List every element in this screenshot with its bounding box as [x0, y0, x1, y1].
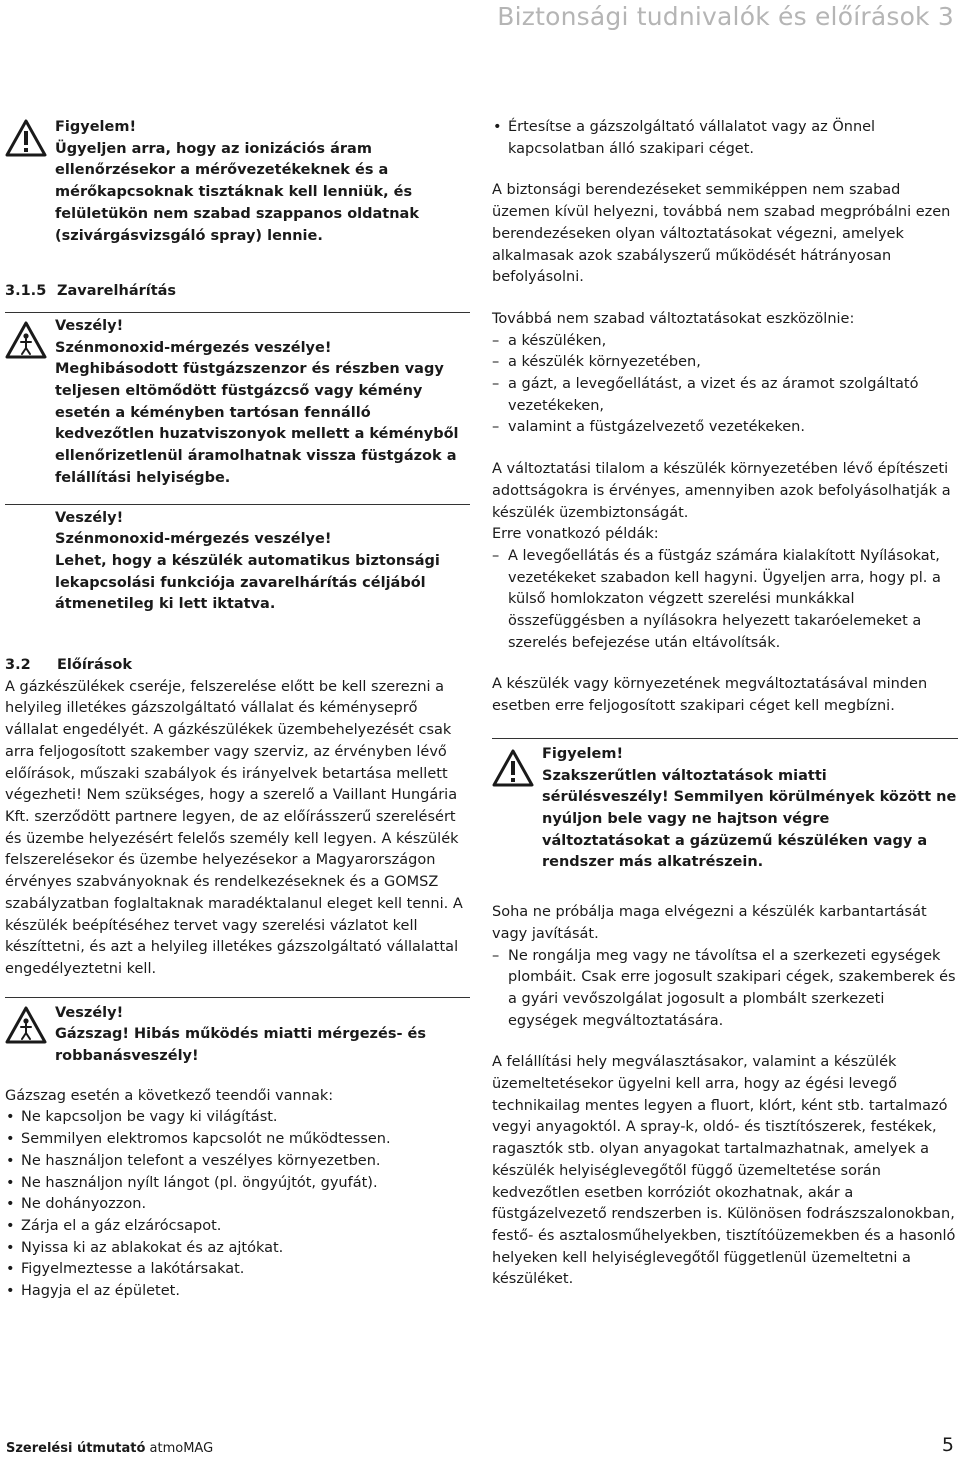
list-item: • Hagyja el az épületet. [5, 1281, 470, 1303]
page-number: 5 [941, 1434, 954, 1456]
danger-text: Meghibásodott füstgázszenzor és részben vagy teljesen eltömődött füstgázcső vagy kémény esetén a kéményben tartósan fennálló kedvezőtlen huzatviszonyok mellett a kéményből ellenőrizetlenül áramolhatnak vissza füstgázok a felállítási helyiségbe. [55, 361, 459, 486]
list-item: • Ne használjon nyílt lángot (pl. öngyújtót, gyufát). [5, 1173, 470, 1195]
footer-document-label [6, 1441, 213, 1456]
section-number: 3.1.5 [5, 283, 47, 300]
list-item: • Figyelmeztesse a lakótársakat. [5, 1259, 470, 1281]
list-item: • Ne dohányozzon. [5, 1194, 470, 1216]
examples-intro: Erre vonatkozó példák: [492, 526, 659, 543]
section-number: 3.2 [5, 657, 31, 674]
caution-note-modification [492, 738, 958, 874]
changes-list [492, 331, 958, 440]
caution-title: Figyelem! [542, 745, 624, 762]
section-heading-32 [5, 655, 470, 677]
list-item: – a készüléken, [492, 331, 958, 353]
list-item: – valamint a füstgázelvezető vezetékeken. [492, 417, 958, 439]
danger-note-gas [5, 997, 470, 1068]
examples-list [492, 546, 958, 655]
installation-site-paragraph: A felállítási hely megválasztásakor, valamint a készülék üzemeltetésekor ügyelni kell arra, hogy az égési levegő technikailag mentes legyen a fluort, klórt, ként stb. tartalmazó vegyi anyagoktól. A spray-k, oldó- és tisztítószerek, festékek, ragasztók stb. olyan anyagokat tartalmazhatnak, amelyek a készülék helyiséglevegőtől függő üzemeltetése során kedvezőtlen esetben korróziót okozhatnak, akár a füstgázelvezető rendszerben is. Különösen fodrászszalonokban, festő- és asztalosműhelyekben, tisztítóüzemekben és a hasonló helyeken kell helyiséglevegőtől függetlenül üzemeltetni a készüléket. [492, 1054, 956, 1288]
danger-text: Gázszag! Hibás működés miatti mérgezés- és robbanásveszély! [55, 1026, 426, 1065]
right-column [492, 117, 958, 1291]
danger-subtitle: Szénmonoxid-mérgezés veszélye! [55, 531, 332, 548]
danger-person-icon [5, 321, 47, 359]
caution-title: Figyelem! [55, 119, 137, 135]
caution-text: Ügyeljen arra, hogy az ionizációs áram ellenőrzésekor a mérővezetékeknek és a mérőkapcsoknak tisztáknak kell lenniük, és felületükön nem szabad szappanos oldatnak (szivárgásvizsgáló spray) lennie. [55, 140, 419, 244]
danger-person-icon [5, 1006, 47, 1044]
modification-paragraph: A készülék vagy környezetének megváltoztatásával minden esetben erre feljogosított szakipari céget kell megbízni. [492, 676, 928, 715]
danger-title: Veszély! [55, 317, 124, 334]
caution-text: Szakszerűtlen változtatások miatti sérülésveszély! Semmilyen körülmények között ne nyúljon bele vagy ne hajtson végre változtatásokat a gázüzemű készüléken vagy a rendszer más alkatrészein. [542, 767, 957, 871]
section-heading-315 [5, 281, 470, 303]
footer-label: Szerelési útmutató [6, 1441, 146, 1456]
list-item: • Értesítse a gázszolgáltató vállalatot vagy az Önnel kapcsolatban álló szakipari céget. [492, 117, 958, 160]
list-item: • Ne kapcsoljon be vagy ki világítást. [5, 1107, 470, 1129]
list-item: – Ne rongálja meg vagy ne távolítsa el a szerkezeti egységek plombáit. Csak erre jogosult szakipari cégek, szakemberek és a gyári vevőszolgálat jogosult a plombált szerkezeti egységek megváltoztatására. [492, 946, 958, 1033]
regulations-paragraph: A gázkészülékek cseréje, felszerelése előtt be kell szerezni a helyileg illetékes gázszolgáltató vállalat és kéményseprő vállalat engedélyét. A gázkészülékek üzembehelyezését csak arra feljogosított szakember vagy szerviz, az érvényben lévő előírások, műszaki szabályok és irányelvek betartása mellett végezheti! Nem szükséges, hogy a szerelő a Vaillant Hungária Kft. szerződött partnere legyen, de az előírásszerű szerelésért és üzembe helyezésért felelős személy kell legyen. A készülék felszerelésekor és üzembe helyezésekor a Magyarországon érvényes szabványoknak és rendelkezéseknek és a GOMSZ szabályzatban foglaltaknak maradéktalanul eleget kell tenni. A készülék beépítéséhez tervet vagy szerelési vázlatot kell készíttetni, és azt a helyileg illetékes gázszolgáltató vállalattal engedélyeztetni kell. [5, 678, 463, 977]
section-title: Zavarelhárítás [57, 283, 177, 300]
list-item: – a készülék környezetében, [492, 352, 958, 374]
danger-title: Veszély! [55, 509, 124, 526]
left-column [5, 117, 470, 1303]
list-item: • Nyissa ki az ablakokat és az ajtókat. [5, 1238, 470, 1260]
danger-title: Veszély! [55, 1004, 124, 1021]
warning-icon [5, 119, 47, 157]
seals-list [492, 946, 958, 1033]
danger-note-co-2 [5, 504, 470, 617]
caution-note [5, 117, 470, 247]
changes-intro: Továbbá nem szabad változtatásokat eszközölnie: [492, 310, 855, 327]
danger-note-co-1 [5, 312, 470, 490]
gas-smell-list [5, 1107, 470, 1302]
list-item: • Semmilyen elektromos kapcsolót ne működtessen. [5, 1129, 470, 1151]
building-paragraph: A változtatási tilalom a készülék környezetében lévő építészeti adottságokra is érvényes, amennyiben azok befolyásolhatják a készülék üzembiztonságát. [492, 461, 951, 521]
list-item: – a gázt, a levegőellátást, a vizet és az áramot szolgáltató vezetékeken, [492, 374, 958, 417]
gas-smell-intro: Gázszag esetén a következő teendői vannak: [5, 1087, 334, 1104]
list-item: • Ne használjon telefont a veszélyes környezetben. [5, 1151, 470, 1173]
maintenance-paragraph: Soha ne próbálja maga elvégezni a készülék karbantartását vagy javítását. [492, 904, 927, 942]
page-header-title: Biztonsági tudnivalók és előírások 3 [497, 2, 954, 31]
list-item: – A levegőellátás és a füstgáz számára kialakított Nyílásokat, vezetékeket szabadon kell hagyni. Ügyeljen arra, hogy pl. a külső homlokzaton végzett szerelési munkákkal összefüggésben a nyílásokra helyezett takaróelemeket a szerelés befejezése után eltávolítsák. [492, 546, 958, 655]
notify-list [492, 117, 958, 160]
danger-subtitle: Szénmonoxid-mérgezés veszélye! [55, 339, 332, 356]
footer-product: atmoMAG [149, 1441, 214, 1456]
section-title: Előírások [57, 657, 132, 674]
danger-text: Lehet, hogy a készülék automatikus biztonsági lekapcsolási funkciója zavarelhárítás céljából átmenetileg ki lett iktatva. [55, 552, 440, 613]
safety-devices-paragraph: A biztonsági berendezéseket semmiképpen nem szabad üzemen kívül helyezni, továbbá nem szabad megpróbálni ezen berendezéseken olyan változtatásokat végezni, amelyek alkalmasak azok szabályszerű működését hátrányosan befolyásolni. [492, 182, 951, 286]
list-item: • Zárja el a gáz elzárócsapot. [5, 1216, 470, 1238]
warning-icon [492, 749, 534, 787]
